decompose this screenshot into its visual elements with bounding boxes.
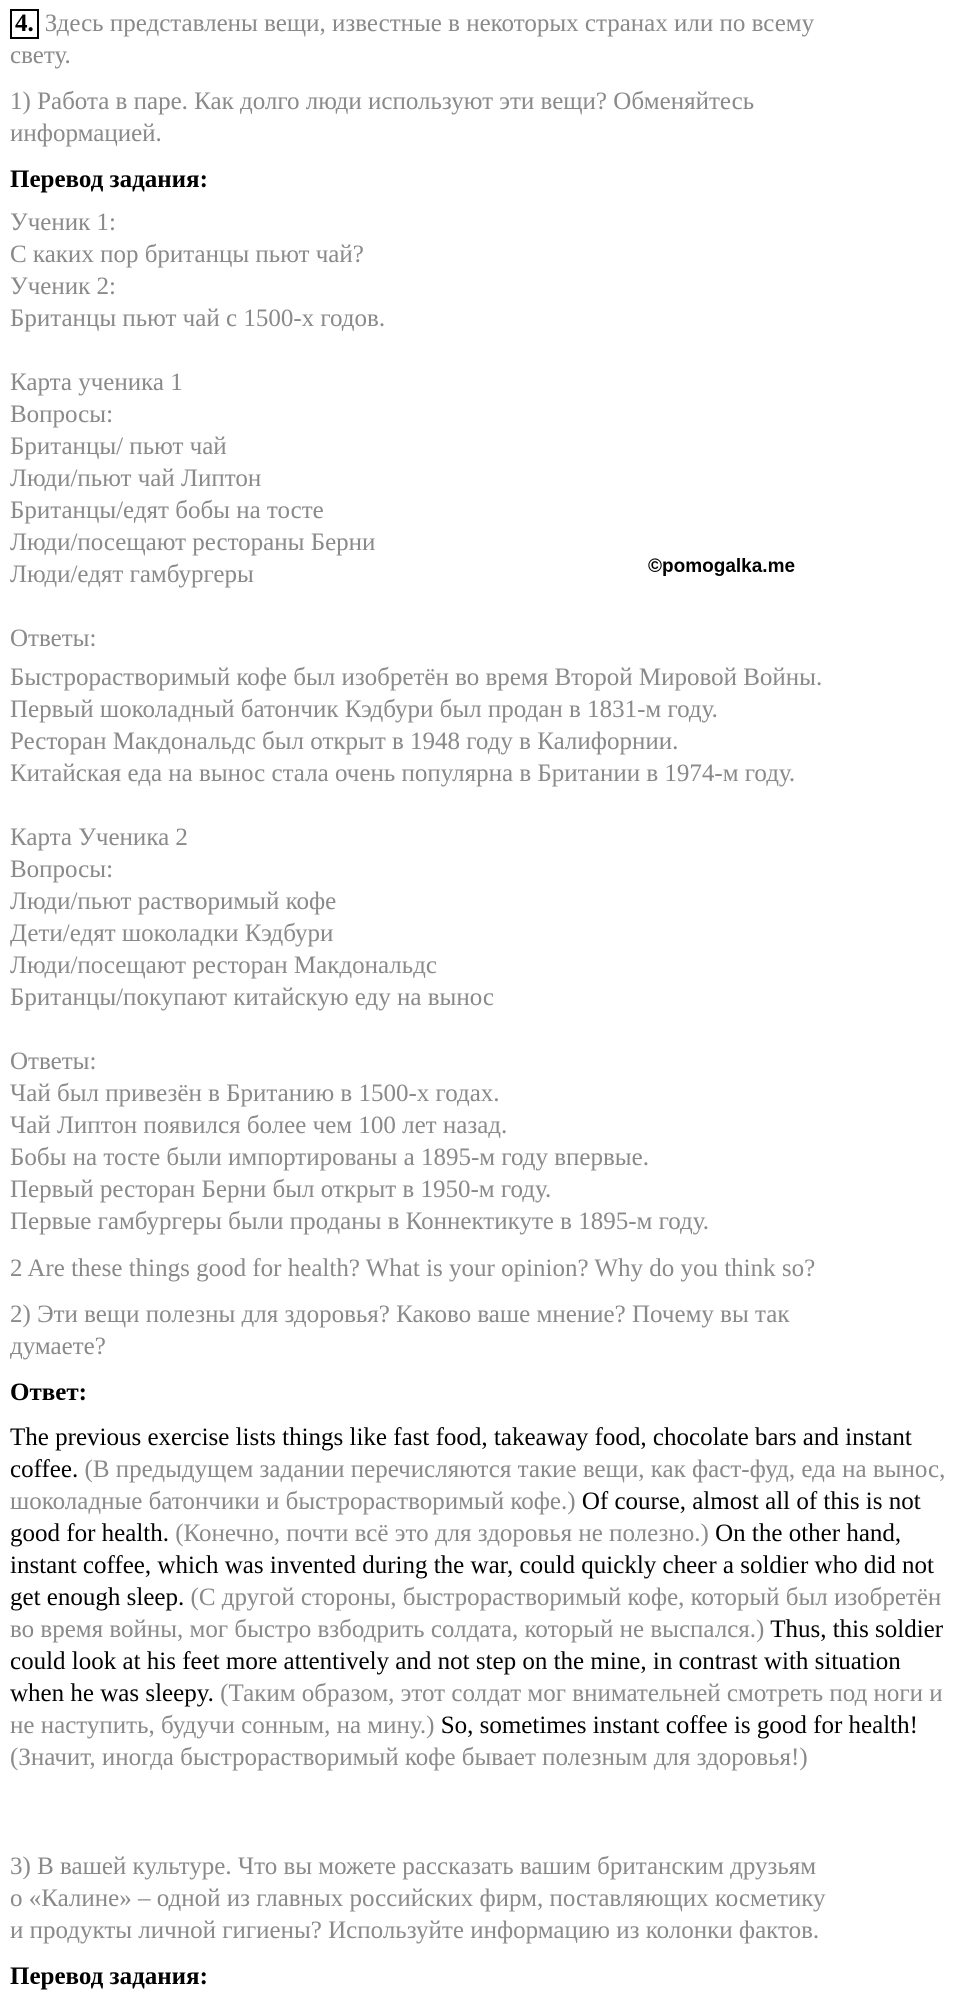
card-2-question: Люди/пьют растворимый кофе <box>10 888 337 915</box>
task-intro-text: Здесь представлены вещи, известные в некоторых странах или по всему <box>44 10 815 37</box>
answer-russian-translation: (Конечно, почти всё это для здоровья не полезно.) <box>168 1520 709 1547</box>
card-1-answer: Быстрорастворимый кофе был изобретён во время Второй Мировой Войны. <box>10 664 823 691</box>
task-intro-line-1 <box>10 8 814 40</box>
answer-english-sentence: So, sometimes instant coffee is good for health! <box>434 1712 918 1739</box>
card-2-answer: Первый ресторан Берни был открыт в 1950-м году. <box>10 1176 552 1203</box>
card-2-answer: Чай был привезён в Британию в 1500-х годах. <box>10 1080 500 1107</box>
answer-heading: Ответ: <box>10 1379 87 1406</box>
task-2-russian-line-1: 2) Эти вещи полезны для здоровья? Каково ваше мнение? Почему вы так <box>10 1301 790 1328</box>
card-2-answer: Первые гамбургеры были проданы в Коннектикуте в 1895-м году. <box>10 1208 709 1235</box>
card-1-question: Британцы/ пьют чай <box>10 433 227 460</box>
answer-paragraph <box>10 1422 955 1774</box>
card-1-question: Люди/едят гамбургеры <box>10 561 254 588</box>
card-2-question: Дети/едят шоколадки Кэдбури <box>10 920 334 947</box>
card-1-answer: Первый шоколадный батончик Кэдбури был продан в 1831-м году. <box>10 696 718 723</box>
answer-english-sentence: On the other hand, instant coffee, which was invented during the war, could quickly cheer a soldier who did not get enough sleep. <box>10 1520 934 1611</box>
task-3-line-2: о «Калине» – одной из главных российских фирм, поставляющих косметику <box>10 1885 826 1912</box>
card-2-question: Британцы/покупают китайскую еду на вынос <box>10 984 494 1011</box>
card-2-question: Люди/посещают ресторан Макдональдс <box>10 952 437 979</box>
answer-russian-translation: (Значит, иногда быстрорастворимый кофе бывает полезным для здоровья!) <box>10 1744 808 1771</box>
answer-english-sentence: Thus, this soldier could look at his feet more attentively and not step on the mine, in contrast with situation when he was sleepy. <box>10 1616 944 1707</box>
task-2-english: 2 Are these things good for health? What is your opinion? Why do you think so? <box>10 1255 816 1282</box>
dialogue-line: Ученик 1: <box>10 209 116 236</box>
task-number: 4. <box>10 9 39 39</box>
card-2-answers-label: Ответы: <box>10 1048 97 1075</box>
dialogue-line: Британцы пьют чай с 1500-х годов. <box>10 305 386 332</box>
translation-heading-2: Перевод задания: <box>10 1963 208 1990</box>
card-1-question: Люди/посещают рестораны Берни <box>10 529 376 556</box>
watermark: ©pomogalka.me <box>648 556 796 577</box>
card-1-question: Люди/пьют чай Липтон <box>10 465 262 492</box>
answer-russian-translation: (В предыдущем задании перечисляются такие вещи, как фаст-фуд, еда на вынос, шоколадные батончики и быстрорастворимый кофе.) <box>10 1456 946 1515</box>
translation-heading: Перевод задания: <box>10 166 208 193</box>
answer-russian-translation: (Таким образом, этот солдат мог внимательней смотреть под ноги и не наступить, будучи сонным, на мину.) <box>10 1680 943 1739</box>
task-3-line-3: и продукты личной гигиены? Используйте информацию из колонки фактов. <box>10 1917 820 1944</box>
task-3-line-1: 3) В вашей культуре. Что вы можете рассказать вашим британским друзьям <box>10 1853 817 1880</box>
subtask-1-line-2: информацией. <box>10 120 162 147</box>
card-1-answers-label: Ответы: <box>10 625 97 652</box>
card-1-answer: Ресторан Макдональдс был открыт в 1948 году в Калифорнии. <box>10 728 679 755</box>
card-1-question: Британцы/едят бобы на тосте <box>10 497 324 524</box>
answer-english-sentence: The previous exercise lists things like fast food, takeaway food, chocolate bars and instant coffee. <box>10 1424 912 1483</box>
dialogue-line: Ученик 2: <box>10 273 116 300</box>
card-2-answer: Бобы на тосте были импортированы а 1895-м году впервые. <box>10 1144 649 1171</box>
card-1-answer: Китайская еда на вынос стала очень популярна в Британии в 1974-м году. <box>10 760 796 787</box>
card-2-answer: Чай Липтон появился более чем 100 лет назад. <box>10 1112 508 1139</box>
card-1-title: Карта ученика 1 <box>10 369 183 396</box>
dialogue-line: С каких пор британцы пьют чай? <box>10 241 364 268</box>
task-intro-line-2: свету. <box>10 42 71 69</box>
card-2-questions-label: Вопросы: <box>10 856 114 883</box>
answer-english-sentence: Of course, almost all of this is not good for health. <box>10 1488 921 1547</box>
task-2-russian-line-2: думаете? <box>10 1333 106 1360</box>
card-1-questions-label: Вопросы: <box>10 401 114 428</box>
subtask-1-line-1: 1) Работа в паре. Как долго люди используют эти вещи? Обменяйтесь <box>10 88 755 115</box>
card-2-title: Карта Ученика 2 <box>10 824 188 851</box>
answer-russian-translation: (С другой стороны, быстрорастворимый кофе, который был изобретён во время войны, мог быстро взбодрить солдата, который не выспался.) <box>10 1584 942 1643</box>
